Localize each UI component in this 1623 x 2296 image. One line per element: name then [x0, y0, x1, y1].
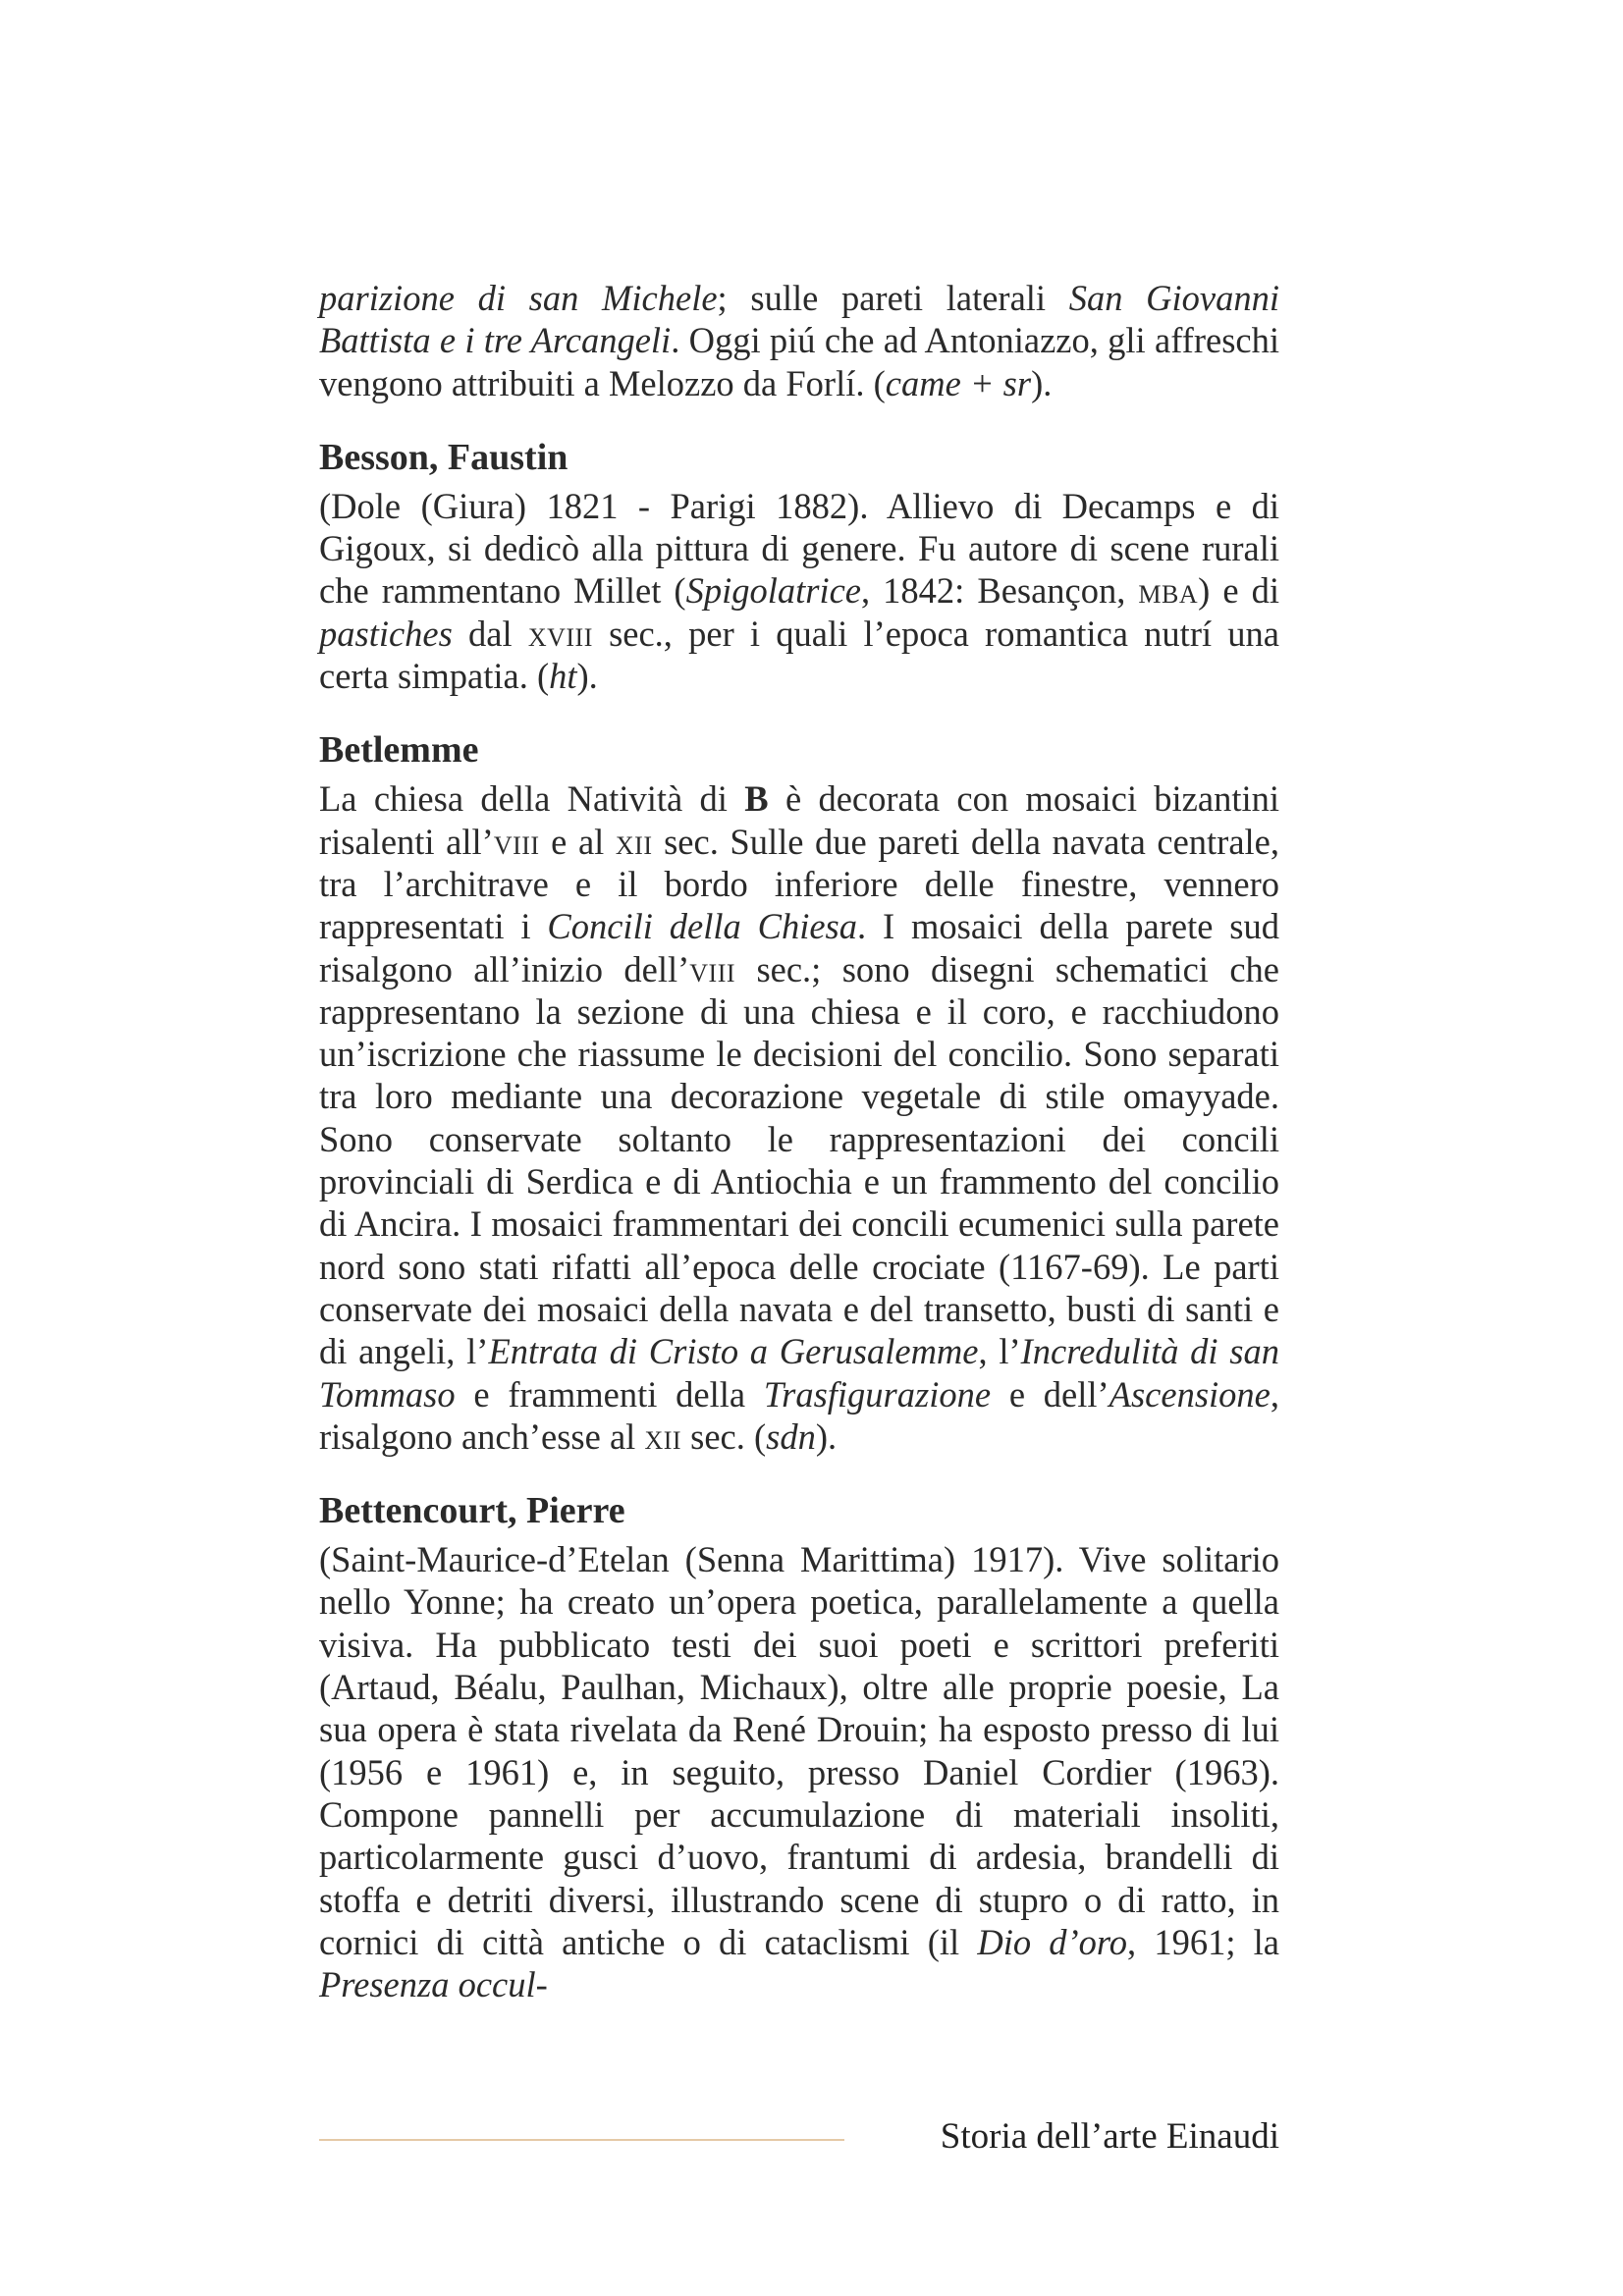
small-caps-text: viii — [493, 821, 540, 862]
text-run: ). — [815, 1415, 838, 1457]
bold-text: B — [744, 778, 769, 820]
text-run: . Oggi piú che ad Antoniazzo, gli affreschi vengono attribuiti a Melozzo da Forlí. ( — [319, 320, 1279, 403]
text-run: sec.; sono disegni schematici che rappresentano la sezione di una chiesa e il coro, e racchiudono un’iscrizione che riassume le decisioni del concilio. Sono separati tra loro mediante una decorazione vegetale di stile omayyade. Sono conservate soltanto le rappresentazioni dei concili provinciali di Serdica e di Antiochia e un frammento del concilio di Ancira. I mosaici frammentari dei concili ecumenici sulla parete nord sono stati rifatti all’epoca delle crociate (1167-69). Le parti conservate dei mosaici della navata e del transetto, busti di santi e di angeli, l’ — [319, 948, 1279, 1372]
intro-paragraph — [319, 277, 1279, 404]
italic-text: Ascensione — [1109, 1373, 1271, 1415]
entry-title: Besson, Faustin — [319, 436, 568, 478]
italic-text: Trasfigurazione — [763, 1373, 992, 1415]
footer-title: Storia dell’arte Einaudi — [940, 2116, 1279, 2157]
italic-text: pastiches — [319, 613, 453, 654]
text-run: ). — [576, 656, 598, 697]
entry-title: Bettencourt, Pierre — [319, 1490, 625, 1532]
text-run: , 1842: Besançon, — [861, 570, 1139, 612]
italic-text: came + sr — [885, 362, 1032, 403]
text-run: e al — [539, 821, 616, 862]
italic-text: parizione di san Michele — [319, 278, 718, 318]
text-run: , l’ — [978, 1331, 1021, 1372]
italic-text: ht — [549, 656, 577, 697]
small-caps-text: viii — [689, 948, 736, 989]
text-run: , risalgono anch’esse al — [319, 1373, 1279, 1457]
text-run: ) e di — [1198, 570, 1279, 612]
small-caps-text: xii — [644, 1415, 682, 1457]
text-run: , 1961; la — [1127, 1921, 1279, 1962]
text-run: dal — [452, 613, 528, 654]
footer-rule — [319, 2139, 844, 2141]
italic-text: Entrata di Cristo a Gerusalemme — [488, 1331, 979, 1372]
text-run: sec. Sulle due pareti della navata centrale, tra l’architrave e il bordo inferiore delle finestre, vennero rappresentati i — [319, 821, 1279, 947]
text-run: . I mosaici della parete sud risalgono all’inizio dell’ — [319, 906, 1279, 989]
text-run: e frammenti della — [455, 1373, 764, 1415]
entry-besson — [319, 436, 1279, 697]
italic-text: Concili della Chiesa — [547, 906, 857, 947]
italic-text: Dio d’oro — [977, 1921, 1128, 1962]
italic-text: sdn — [766, 1415, 816, 1457]
small-caps-text: xviii — [527, 613, 593, 654]
text-run: (Saint-Maurice-d’Etelan (Senna Marittima) 1917). Vive solitario nello Yonne; ha creato un’opera poetica, parallelamente a quella visiva. Ha pubblicato testi dei suoi poeti e scrittori preferiti (Artaud, Béalu, Paulhan, Michaux), oltre alle proprie poesie, La sua opera è stata rivelata da René Drouin; ha esposto presso di lui (1956 e 1961) e, in seguito, presso Daniel Cordier (1963). Compone pannelli per accumulazione di materiali insoliti, particolarmente gusci d’uovo, frantumi di ardesia, brandelli di stoffa e detriti diversi, illustrando scene di stupro o di ratto, in cornici di città antiche o di cataclismi (il — [319, 1539, 1279, 1962]
entry-body — [319, 1538, 1279, 2005]
entry-body — [319, 485, 1279, 697]
italic-text: San Giovanni Battista e i tre Arcangeli — [319, 278, 1279, 361]
text-run: (Dole (Giura) 1821 - Parigi 1882). Allievo di Decamps e di Gigoux, si dedicò alla pittura di genere. Fu autore di scene rurali che rammentano Millet ( — [319, 485, 1279, 612]
page-footer — [319, 2113, 1279, 2163]
text-run: sec., per i quali l’epoca romantica nutrí una certa simpatia. ( — [319, 613, 1280, 697]
italic-text: Spigolatrice — [685, 570, 861, 612]
small-caps-text: mba — [1138, 570, 1199, 612]
italic-text: Presenza occul- — [319, 1964, 548, 2005]
italic-text: Incredulità di san Tommaso — [319, 1331, 1279, 1415]
text-run: La chiesa della Natività di — [319, 778, 745, 820]
entry-bettencourt — [319, 1489, 1279, 2005]
text-run: ; sulle pareti laterali — [717, 278, 1069, 318]
text-run: sec. ( — [681, 1415, 767, 1457]
text-run: e dell’ — [991, 1373, 1109, 1415]
small-caps-text: xii — [615, 821, 653, 862]
text-run: è decorata con mosaici bizantini risalenti all’ — [319, 778, 1279, 862]
text-run: ). — [1031, 362, 1053, 403]
entry-betlemme — [319, 728, 1279, 1458]
text-column — [319, 277, 1279, 2005]
entry-body — [319, 777, 1279, 1458]
entry-title: Betlemme — [319, 729, 479, 772]
